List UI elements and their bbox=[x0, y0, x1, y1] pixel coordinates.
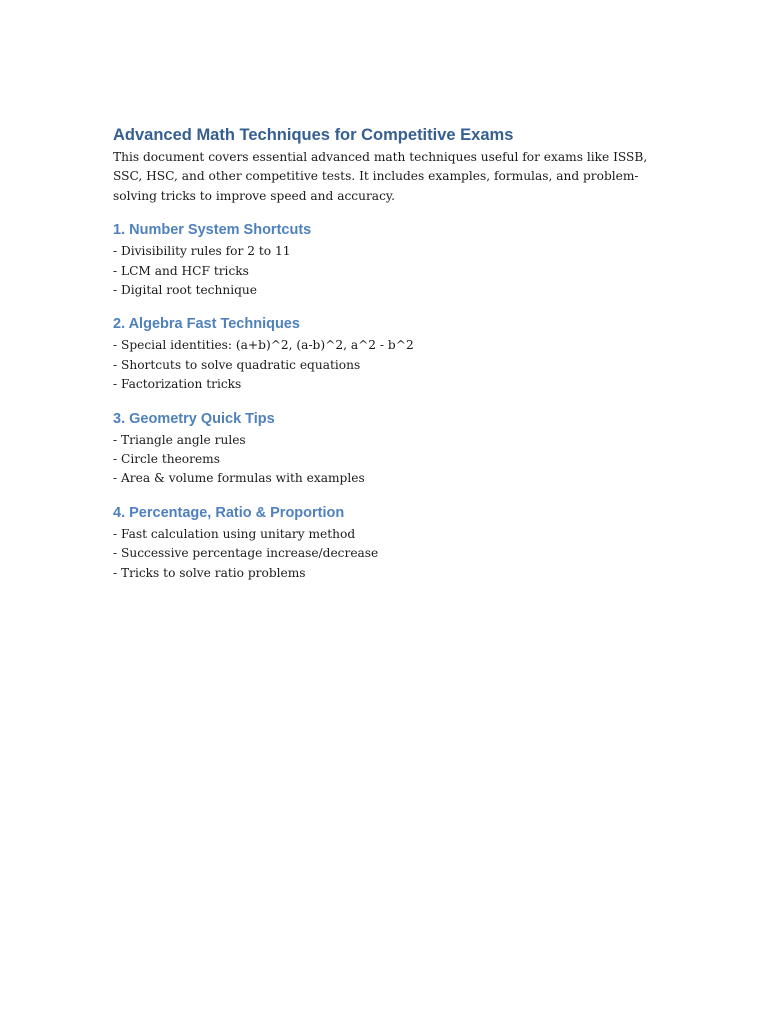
document-page bbox=[113, 124, 673, 583]
list-item: - LCM and HCF tricks bbox=[113, 263, 249, 278]
list-item: - Shortcuts to solve quadratic equations bbox=[113, 357, 361, 372]
list-item: - Successive percentage increase/decrease bbox=[113, 546, 379, 561]
section-list bbox=[113, 336, 673, 394]
section-geometry bbox=[113, 409, 673, 489]
list-item: - Tricks to solve ratio problems bbox=[113, 565, 306, 580]
list-item: - Digital root technique bbox=[113, 283, 257, 298]
section-heading: 1. Number System Shortcuts bbox=[113, 222, 312, 239]
list-item: - Triangle angle rules bbox=[113, 432, 246, 447]
section-algebra bbox=[113, 314, 673, 394]
list-item: - Circle theorems bbox=[113, 452, 220, 467]
section-list bbox=[113, 242, 673, 300]
section-list bbox=[113, 525, 673, 583]
list-item: - Special identities: (a+b)^2, (a-b)^2, a^2 - b^2 bbox=[113, 338, 414, 353]
section-heading: 3. Geometry Quick Tips bbox=[113, 410, 275, 427]
intro-paragraph: This document covers essential advanced math techniques useful for exams like ISSB, SSC, HSC, and other competitive tests. It includes examples, formulas, and problem-solving tricks to improve speed and accuracy. bbox=[113, 150, 648, 203]
document-title: Advanced Math Techniques for Competitive Exams bbox=[113, 126, 514, 144]
section-percentage-ratio bbox=[113, 503, 673, 583]
section-heading: 4. Percentage, Ratio & Proportion bbox=[113, 504, 345, 521]
list-item: - Fast calculation using unitary method bbox=[113, 526, 356, 541]
section-number-system bbox=[113, 220, 673, 300]
section-heading: 2. Algebra Fast Techniques bbox=[113, 316, 300, 333]
list-item: - Factorization tricks bbox=[113, 377, 242, 392]
list-item: - Divisibility rules for 2 to 11 bbox=[113, 244, 291, 259]
section-list bbox=[113, 431, 673, 489]
list-item: - Area & volume formulas with examples bbox=[113, 471, 365, 486]
